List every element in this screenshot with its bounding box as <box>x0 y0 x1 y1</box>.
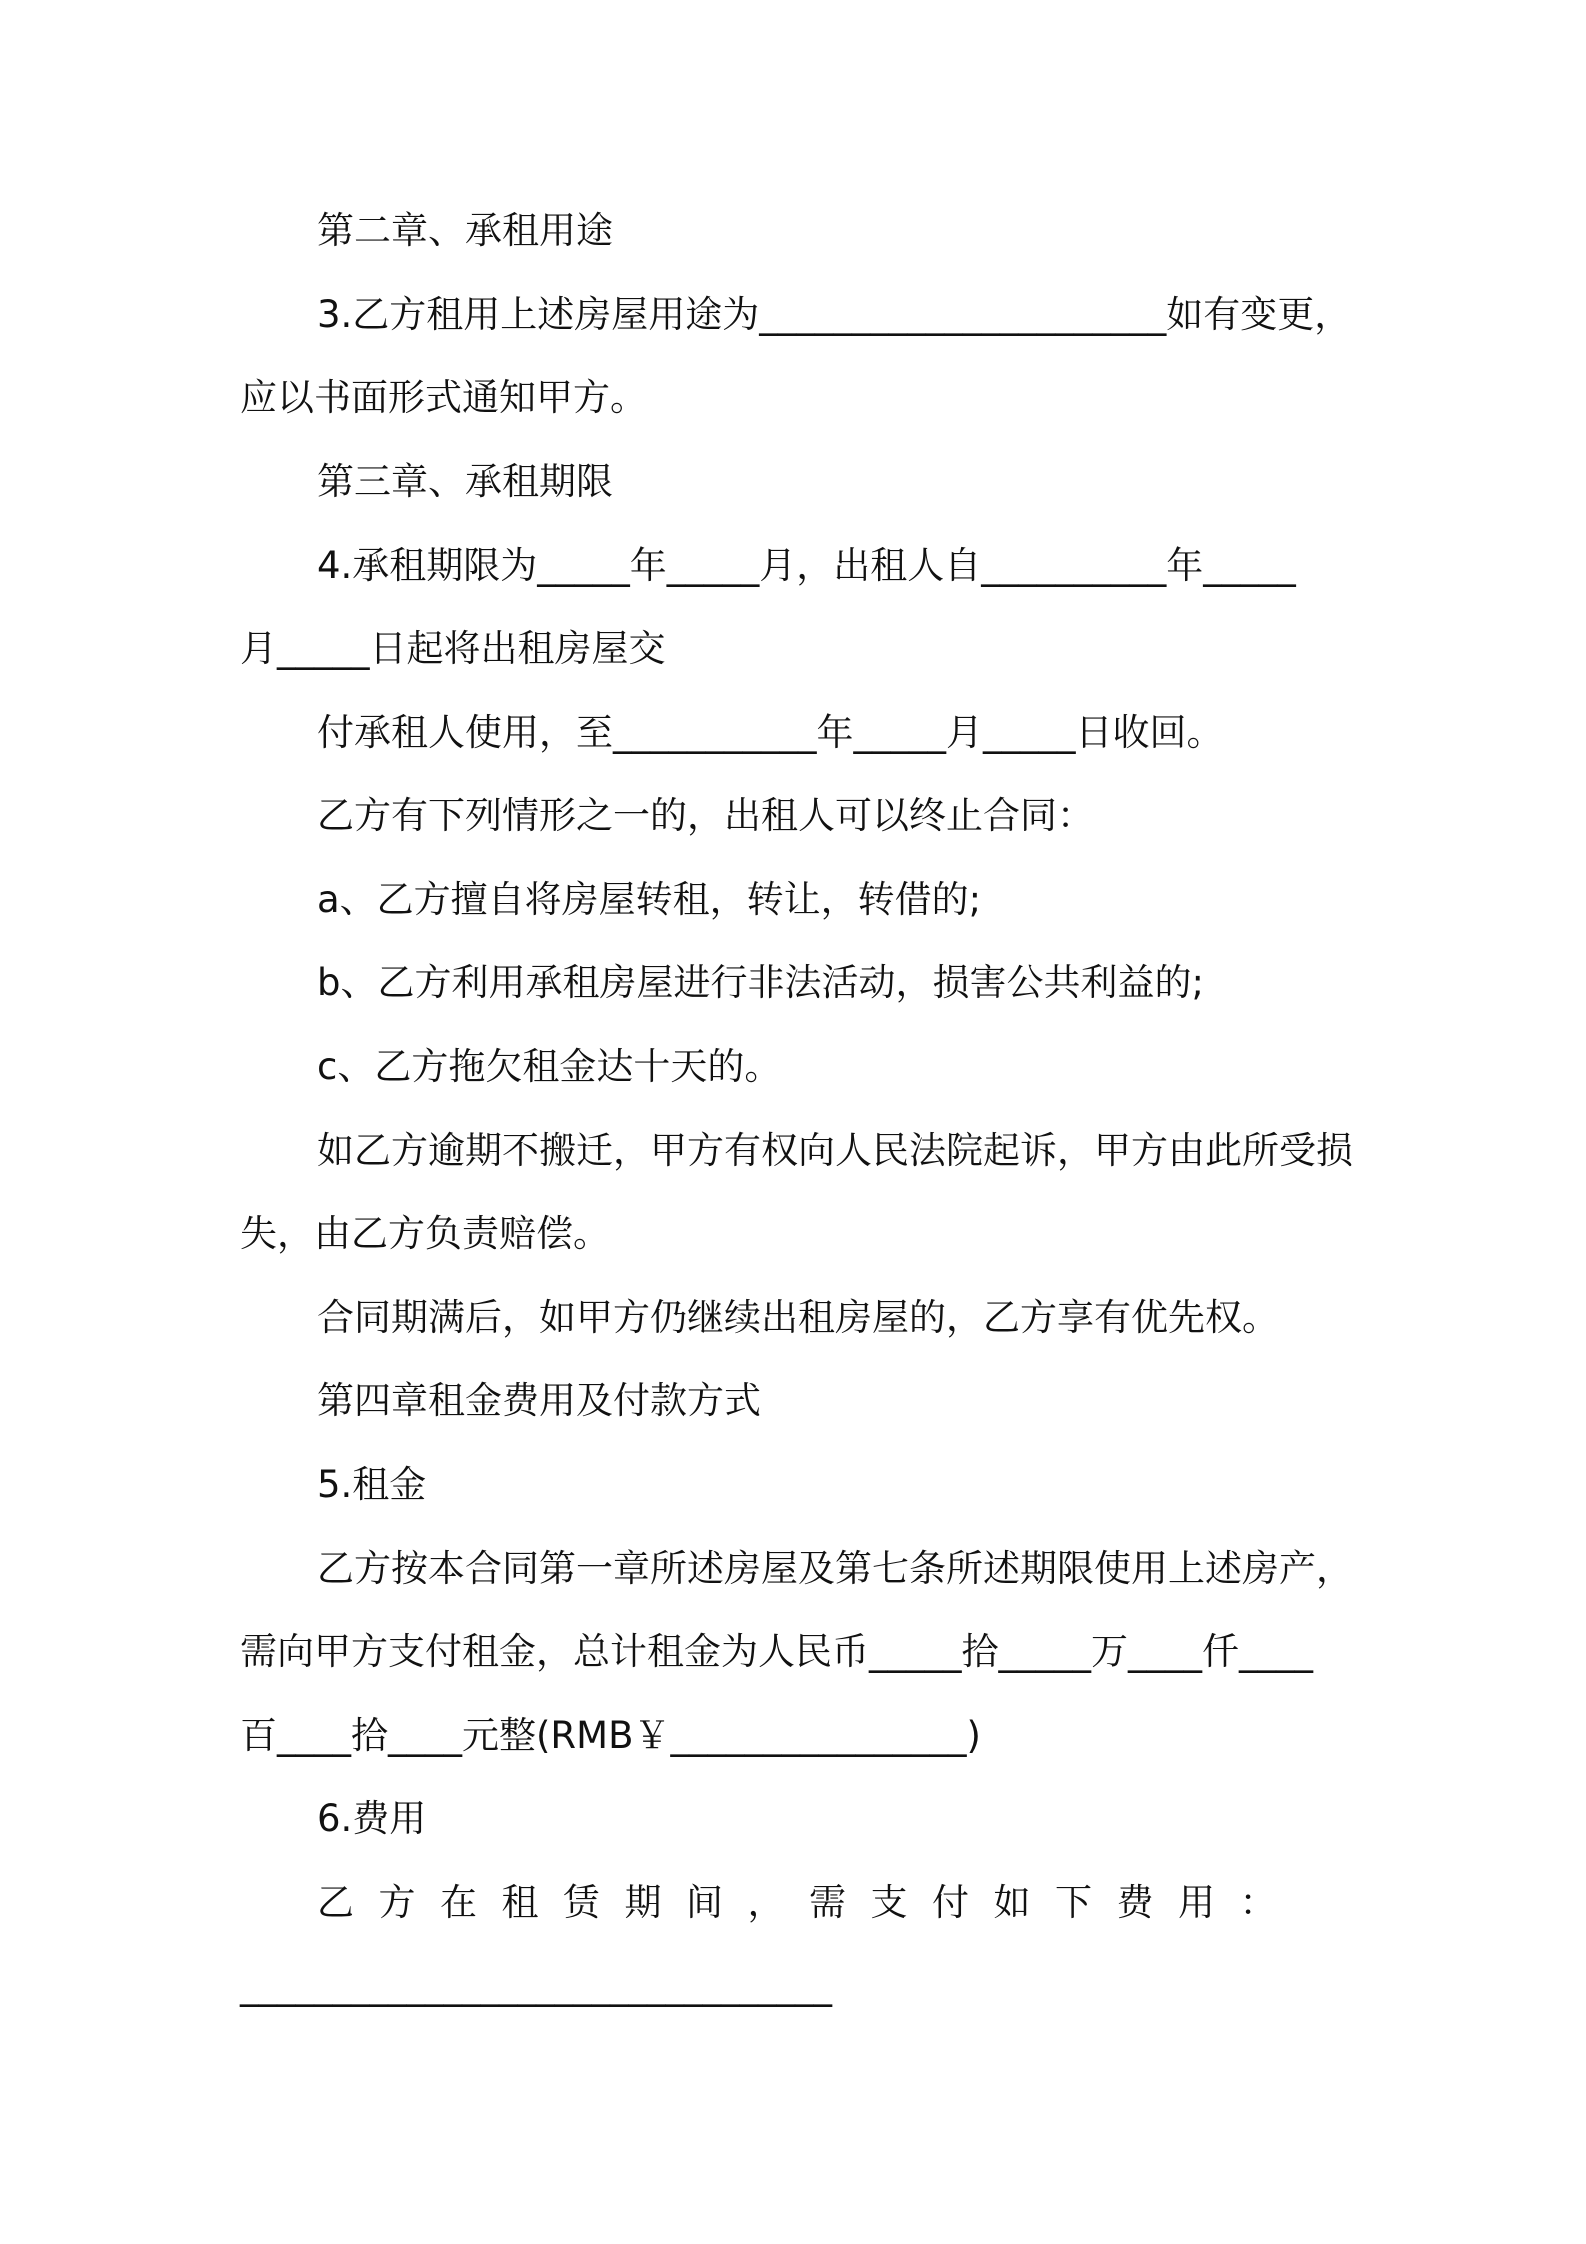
clause-4-line-3: 付承租人使用，至___________年_____月_____日收回。 <box>317 711 1224 754</box>
chapter-3-heading: 第三章、承租期限 <box>317 460 613 503</box>
clause-3-line-2: 应以书面形式通知甲方。 <box>240 376 647 419</box>
clause-4-line-1: 4.承租期限为_____年_____月，出租人自__________年_____ <box>317 544 1296 587</box>
rent-clause-line-2: 需向甲方支付租金，总计租金为人民币_____拾_____万____仟____ <box>240 1630 1313 1673</box>
termination-intro: 乙方有下列情形之一的，出租人可以终止合同： <box>317 794 1094 837</box>
clause-5-heading: 5.租金 <box>317 1463 427 1506</box>
overdue-clause-line-1: 如乙方逾期不搬迁，甲方有权向人民法院起诉，甲方由此所受损 <box>317 1129 1353 1172</box>
clause-3-line-1: 3.乙方租用上述房屋用途为______________________如有变更， <box>317 293 1352 336</box>
rent-clause-line-3: 百____拾____元整(RMB￥________________) <box>240 1714 981 1757</box>
rent-clause-line-1: 乙方按本合同第一章所述房屋及第七条所述期限使用上述房产， <box>317 1547 1353 1590</box>
clause-6-heading: 6.费用 <box>317 1797 427 1840</box>
chapter-4-heading: 第四章租金费用及付款方式 <box>317 1379 761 1422</box>
clause-4-line-2: 月_____日起将出租房屋交 <box>240 627 666 670</box>
overdue-clause-line-2: 失，由乙方负责赔偿。 <box>240 1212 610 1255</box>
termination-item-b: b、乙方利用承租房屋进行非法活动，损害公共利益的; <box>317 961 1204 1004</box>
termination-item-c: c、乙方拖欠租金达十天的。 <box>317 1045 782 1088</box>
chapter-2-heading: 第二章、承租用途 <box>317 209 613 252</box>
priority-clause: 合同期满后，如甲方仍继续出租房屋的，乙方享有优先权。 <box>317 1296 1279 1339</box>
fees-clause-line-1: 乙方在租赁期间，需支付如下费用： <box>317 1881 1301 1924</box>
termination-item-a: a、乙方擅自将房屋转租，转让，转借的; <box>317 878 982 921</box>
fees-blank-line: ________________________________ <box>240 1964 832 2007</box>
